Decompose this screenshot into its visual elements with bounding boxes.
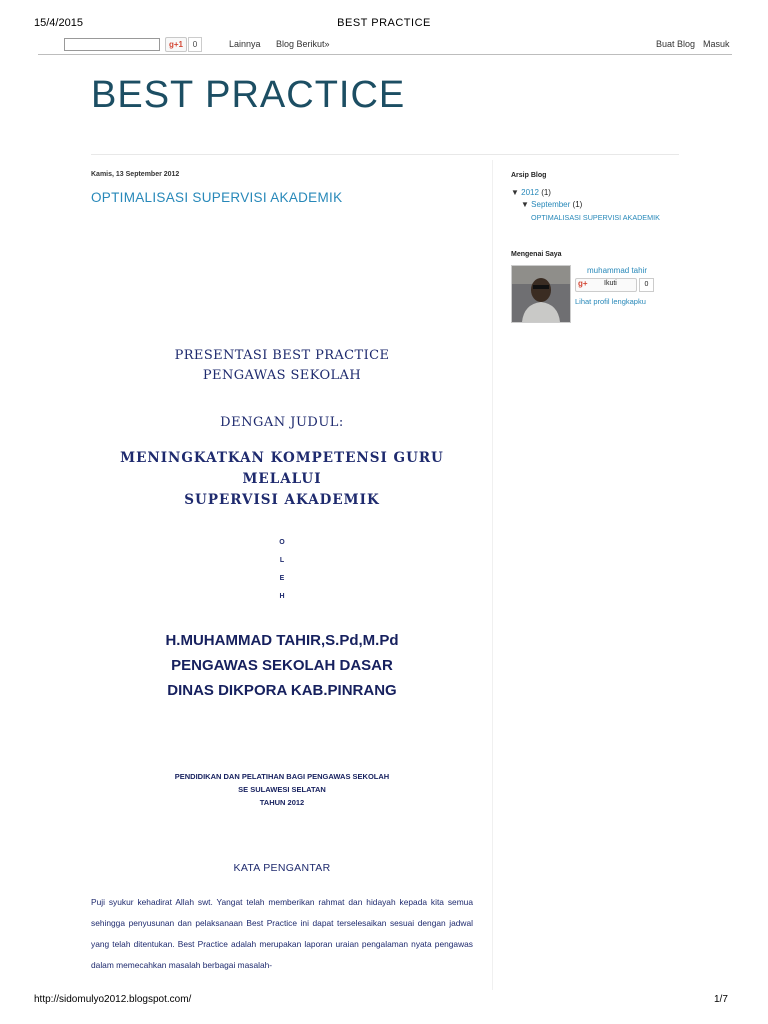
oleh-letter: H xyxy=(279,593,285,600)
header-divider xyxy=(91,154,679,155)
about-heading: Mengenai Saya xyxy=(511,251,562,258)
author-office: DINAS DIKPORA KAB.PINRANG xyxy=(167,682,397,699)
print-page-number: 1/7 xyxy=(714,994,728,1005)
gplus-icon: g+ xyxy=(578,279,588,288)
gplus-count: 0 xyxy=(188,37,202,52)
archive-month-link[interactable]: September xyxy=(531,200,571,209)
author-role: PENGAWAS SEKOLAH DASAR xyxy=(171,657,393,674)
doc-title-line: MELALUI xyxy=(242,471,322,487)
institution-line: TAHUN 2012 xyxy=(259,798,305,807)
more-link[interactable]: Lainnya xyxy=(229,39,261,49)
oleh-letter: O xyxy=(279,539,285,546)
print-url: http://sidomulyo2012.blogspot.com/ xyxy=(34,994,192,1005)
archive-year-link[interactable]: 2012 xyxy=(521,188,539,197)
sign-in-link[interactable]: Masuk xyxy=(703,39,730,49)
next-blog-link[interactable]: Blog Berikut» xyxy=(276,39,330,49)
author-name: H.MUHAMMAD TAHIR,S.Pd,M.Pd xyxy=(165,632,399,649)
post-date: Kamis, 13 September 2012 xyxy=(91,171,180,178)
archive-month-count: (1) xyxy=(572,200,583,209)
kata-pengantar-paragraph: Puji syukur kehadirat Allah swt. Yangat telah memberikan rahmat dan hidayah kepada kita semua sehingga penyusunan dan pelaksanaan Best Practice ini dapat terselesaikan sesuai dengan jadwal yang telah ditentukan. Best Practice adalah merupakan laporan uraian pengalaman nyata pengawas dalam memecahkan masalah berbagai masalah- xyxy=(91,897,473,970)
gplus-icon: g xyxy=(168,40,174,49)
gplus-follow-button[interactable] xyxy=(575,278,637,292)
doc-institution-block xyxy=(91,770,473,809)
doc-oleh xyxy=(91,534,473,606)
post-title[interactable]: OPTIMALISASI SUPERVISI AKADEMIK xyxy=(91,190,343,205)
oleh-letter: E xyxy=(279,575,285,582)
institution-line: PENDIDIKAN DAN PELATIHAN BAGI PENGAWAS SEKOLAH xyxy=(174,772,390,781)
column-divider xyxy=(492,160,493,990)
follow-label: Ikuti xyxy=(604,280,617,287)
archive-heading: Arsip Blog xyxy=(511,172,547,179)
print-title: BEST PRACTICE xyxy=(337,17,431,29)
doc-title-block xyxy=(91,448,473,511)
doc-heading-line: PENGAWAS SEKOLAH xyxy=(202,368,362,383)
doc-heading-line: PRESENTASI BEST PRACTICE xyxy=(174,348,390,363)
collapse-toggle-icon[interactable]: ▼ xyxy=(511,188,519,197)
create-blog-link[interactable]: Buat Blog xyxy=(656,39,696,49)
full-profile-link[interactable]: Lihat profil lengkapku xyxy=(575,297,646,306)
doc-title-line: MENINGKATKAN KOMPETENSI GURU xyxy=(120,450,444,466)
collapse-toggle-icon[interactable]: ▼ xyxy=(521,200,529,209)
follow-count: 0 xyxy=(639,278,654,292)
doc-title-line: SUPERVISI AKADEMIK xyxy=(184,492,380,508)
doc-heading-judul: DENGAN JUDUL: xyxy=(220,415,344,430)
oleh-letter: L xyxy=(279,557,285,564)
kata-pengantar-heading: KATA PENGANTAR xyxy=(233,862,331,874)
print-date: 15/4/2015 xyxy=(34,17,83,29)
profile-photo xyxy=(512,266,570,322)
archive-year-row[interactable] xyxy=(511,188,551,197)
profile-avatar[interactable] xyxy=(511,265,571,323)
blog-title[interactable]: BEST PRACTICE xyxy=(91,74,406,116)
doc-author-block xyxy=(91,628,473,703)
profile-name-link[interactable]: muhammad tahir xyxy=(587,266,648,275)
institution-line: SE SULAWESI SELATAN xyxy=(238,785,326,794)
archive-month-row[interactable] xyxy=(521,200,582,209)
navbar-search-input[interactable] xyxy=(64,38,160,51)
gplus-one-button[interactable]: g+1 xyxy=(165,37,187,52)
doc-heading-presentasi xyxy=(91,346,473,386)
archive-post-link[interactable]: OPTIMALISASI SUPERVISI AKADEMIK xyxy=(531,213,660,222)
archive-year-count: (1) xyxy=(541,188,551,197)
